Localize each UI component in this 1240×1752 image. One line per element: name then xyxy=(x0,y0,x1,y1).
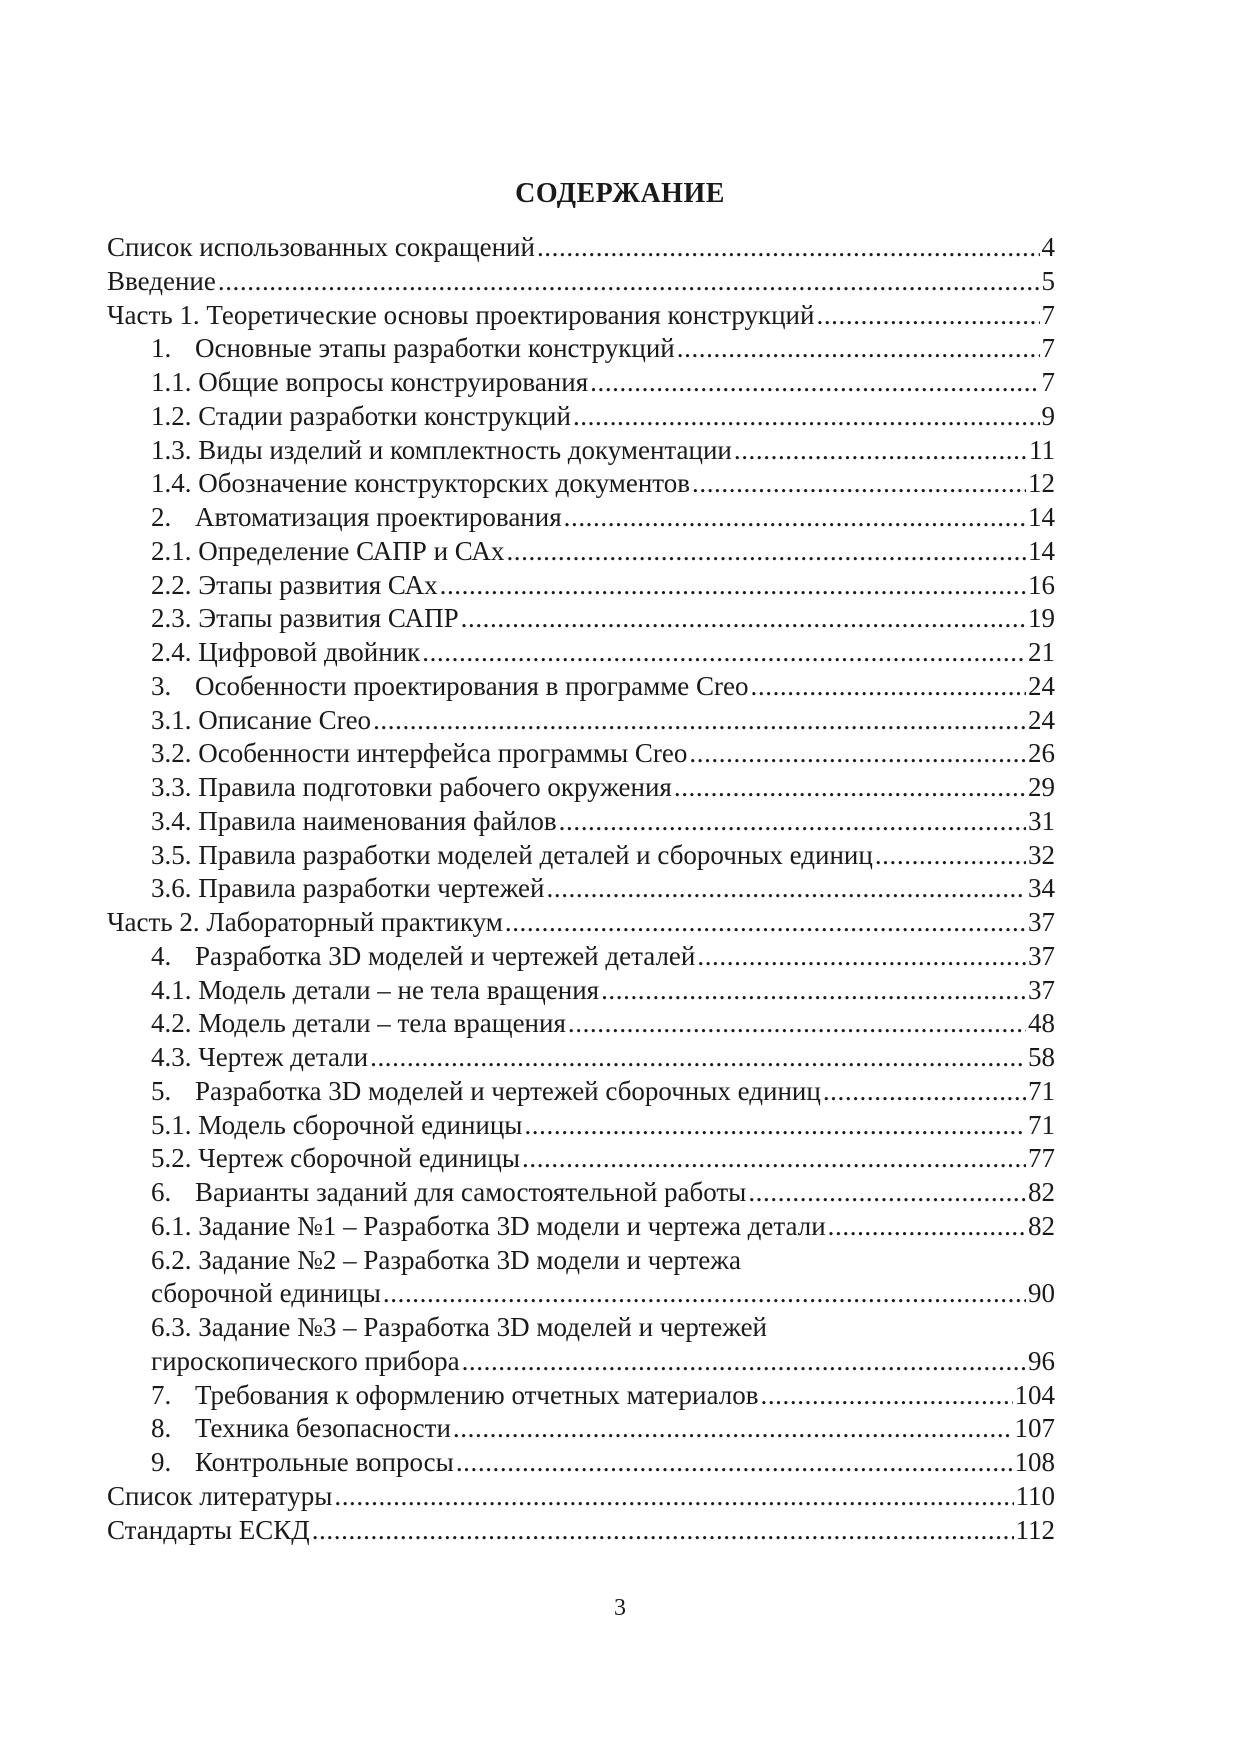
toc-entry xyxy=(107,299,1055,333)
toc-entry xyxy=(107,1007,1055,1041)
toc-dot-leader xyxy=(422,636,1026,670)
toc-entry-page: 21 xyxy=(1028,637,1055,667)
toc-dot-leader xyxy=(823,1075,1026,1109)
toc-entry-title: 1.3. Виды изделий и комплектность документации xyxy=(151,434,732,465)
toc-dot-leader xyxy=(547,872,1027,906)
toc-entry-title: 3.6. Правила разработки чертежей xyxy=(151,873,545,904)
toc-entry xyxy=(107,805,1055,839)
toc-entry-page: 96 xyxy=(1028,1345,1055,1376)
toc-entry-title: Автоматизация проектирования xyxy=(195,502,562,532)
toc-entry xyxy=(107,1446,1055,1480)
toc-entry xyxy=(107,1041,1055,1075)
toc-entry xyxy=(107,400,1055,434)
toc-entry-page: 82 xyxy=(1028,1177,1055,1207)
toc-entry xyxy=(107,1210,1055,1244)
toc-dot-leader xyxy=(373,704,1026,738)
toc-entry xyxy=(107,332,1055,366)
toc-entry-title: Часть 2. Лабораторный практикум xyxy=(107,907,503,937)
toc-entry-continuation xyxy=(107,1345,1055,1379)
toc-entry-title: 6.3. Задание №3 – Разработка 3D моделей и чертежей xyxy=(151,1312,768,1342)
toc-entry-title: 5.2. Чертеж сборочной единицы xyxy=(151,1143,520,1174)
toc-entry xyxy=(107,974,1055,1008)
toc-entry-number: 6. xyxy=(151,1177,172,1207)
toc-entry-page: 24 xyxy=(1028,670,1055,701)
toc-entry-number: 9. xyxy=(151,1447,172,1477)
toc-entry-title: Контрольные вопросы xyxy=(195,1447,454,1477)
toc-entry-title: 4.1. Модель детали – не тела вращения xyxy=(151,974,600,1005)
toc-entry-title: 2.3. Этапы развития САПР xyxy=(151,603,459,634)
toc-dot-leader xyxy=(218,265,1040,299)
toc-entry xyxy=(107,737,1055,771)
toc-entry xyxy=(107,1176,1055,1210)
toc-entry-title: 3.4. Правила наименования файлов xyxy=(151,805,557,836)
toc-entry xyxy=(107,670,1055,704)
toc-entry-page: 14 xyxy=(1028,502,1055,532)
toc-entry-page: 29 xyxy=(1028,772,1055,802)
toc-entry-title: 6.1. Задание №1 – Разработка 3D модели и чертежа детали xyxy=(151,1210,826,1241)
toc-entry-page: 31 xyxy=(1028,805,1055,836)
toc-dot-leader xyxy=(383,1277,1026,1311)
toc-dot-leader xyxy=(462,1345,1026,1379)
toc-dot-leader xyxy=(674,771,1026,805)
toc-entry xyxy=(107,1412,1055,1446)
toc-entry xyxy=(107,1244,1055,1278)
toc-entry-title: Разработка 3D моделей и чертежей деталей xyxy=(195,940,696,971)
toc-entry xyxy=(107,535,1055,569)
toc-dot-leader xyxy=(312,1514,1014,1548)
toc-dot-leader xyxy=(734,434,1027,468)
toc-entry-title: 1.1. Общие вопросы конструирования xyxy=(151,367,589,397)
toc-entry-page: 19 xyxy=(1028,603,1055,634)
toc-entry-title: Разработка 3D моделей и чертежей сборочных единиц xyxy=(195,1075,821,1106)
toc-entry-title: 5.1. Модель сборочной единицы xyxy=(151,1109,523,1140)
toc-entry-title: Техника безопасности xyxy=(195,1413,451,1444)
toc-dot-leader xyxy=(677,332,1040,366)
toc-entry xyxy=(107,1311,1055,1345)
toc-entry-number: 2. xyxy=(151,502,172,532)
toc-entry-page: 9 xyxy=(1041,400,1055,431)
toc-entry xyxy=(107,940,1055,974)
page-title: СОДЕРЖАНИЕ xyxy=(515,178,725,209)
toc-entry xyxy=(107,231,1055,265)
toc-entry-number: 8. xyxy=(151,1413,172,1444)
toc-entry-page: 104 xyxy=(1014,1379,1055,1410)
toc-entry-page: 37 xyxy=(1028,940,1055,971)
toc-entry-title: Часть 1. Теоретические основы проектирования конструкций xyxy=(107,299,815,330)
toc-entry-page: 12 xyxy=(1028,468,1055,499)
toc-entry-number: 1. xyxy=(151,333,172,364)
toc-dot-leader xyxy=(751,670,1026,704)
toc-entry-page: 108 xyxy=(1014,1447,1055,1477)
toc-entry-title: 3.3. Правила подготовки рабочего окружения xyxy=(151,772,672,802)
toc-entry xyxy=(107,1075,1055,1109)
toc-entry-title: 6.2. Задание №2 – Разработка 3D модели и чертежа xyxy=(151,1244,741,1275)
toc-dot-leader xyxy=(522,1142,1026,1176)
toc-entry-page: 110 xyxy=(1015,1480,1055,1511)
toc-dot-leader xyxy=(505,906,1026,940)
toc-entry xyxy=(107,771,1055,805)
toc-entry-number: 7. xyxy=(151,1379,172,1410)
toc-entry-title: гироскопического прибора xyxy=(151,1345,460,1376)
toc-dot-leader xyxy=(440,569,1026,603)
table-of-contents xyxy=(107,231,1055,1547)
toc-entry-page: 16 xyxy=(1028,569,1055,600)
toc-entry-page: 71 xyxy=(1028,1109,1055,1140)
toc-entry-page: 11 xyxy=(1029,434,1055,465)
toc-entry xyxy=(107,366,1055,400)
toc-dot-leader xyxy=(828,1210,1026,1244)
toc-entry-title: 2.4. Цифровой двойник xyxy=(151,637,421,667)
toc-entry-page: 90 xyxy=(1028,1278,1055,1309)
toc-dot-leader xyxy=(692,467,1026,501)
toc-entry-page: 71 xyxy=(1028,1075,1055,1106)
toc-entry-number: 5. xyxy=(151,1075,172,1106)
toc-dot-leader xyxy=(573,400,1040,434)
toc-entry-title: Введение xyxy=(107,265,216,296)
toc-entry-number: 4. xyxy=(151,940,172,971)
toc-entry-title: Особенности проектирования в программе Creo xyxy=(195,670,749,701)
toc-entry-page: 48 xyxy=(1028,1008,1055,1039)
toc-entry-title: 1.4. Обозначение конструкторских документов xyxy=(151,468,690,499)
toc-dot-leader xyxy=(461,602,1026,636)
toc-entry-title: Список литературы xyxy=(107,1480,333,1511)
toc-entry-page: 24 xyxy=(1028,704,1055,735)
toc-entry xyxy=(107,1109,1055,1143)
toc-dot-leader xyxy=(760,1379,1012,1413)
toc-entry-number: 3. xyxy=(151,670,172,701)
toc-dot-leader xyxy=(537,231,1040,265)
toc-entry xyxy=(107,265,1055,299)
toc-entry-continuation xyxy=(107,1277,1055,1311)
toc-dot-leader xyxy=(506,535,1026,569)
toc-dot-leader xyxy=(875,839,1026,873)
toc-dot-leader xyxy=(697,940,1026,974)
toc-dot-leader xyxy=(816,299,1039,333)
toc-entry-page: 77 xyxy=(1028,1143,1055,1174)
toc-entry-title: 4.2. Модель детали – тела вращения xyxy=(151,1008,566,1039)
toc-dot-leader xyxy=(524,1109,1026,1143)
toc-entry-page: 58 xyxy=(1028,1042,1055,1072)
toc-entry-page: 4 xyxy=(1041,232,1055,262)
toc-entry-title: 4.3. Чертеж детали xyxy=(151,1042,369,1072)
toc-entry xyxy=(107,1379,1055,1413)
toc-entry xyxy=(107,569,1055,603)
toc-entry-page: 7 xyxy=(1041,367,1055,397)
toc-entry-page: 32 xyxy=(1028,839,1055,870)
toc-entry-title: Основные этапы разработки конструкций xyxy=(195,333,675,364)
toc-entry xyxy=(107,636,1055,670)
toc-entry-title: Список использованных сокращений xyxy=(107,232,535,262)
toc-entry-page: 107 xyxy=(1014,1413,1055,1444)
toc-entry xyxy=(107,434,1055,468)
toc-entry-title: 3.2. Особенности интерфейса программы Creo xyxy=(151,738,688,769)
toc-dot-leader xyxy=(453,1412,1013,1446)
toc-dot-leader xyxy=(334,1480,1013,1514)
toc-entry xyxy=(107,906,1055,940)
toc-dot-leader xyxy=(689,737,1026,771)
toc-entry xyxy=(107,704,1055,738)
toc-entry xyxy=(107,1142,1055,1176)
toc-dot-leader xyxy=(568,1007,1026,1041)
toc-entry-page: 7 xyxy=(1041,299,1055,330)
toc-entry-title: Требования к оформлению отчетных материалов xyxy=(195,1379,759,1410)
toc-dot-leader xyxy=(370,1041,1026,1075)
toc-entry xyxy=(107,602,1055,636)
toc-entry xyxy=(107,839,1055,873)
toc-entry-page: 82 xyxy=(1028,1210,1055,1241)
toc-dot-leader xyxy=(559,805,1026,839)
toc-entry-page: 26 xyxy=(1028,738,1055,769)
toc-entry-title: 1.2. Стадии разработки конструкций xyxy=(151,400,571,431)
toc-entry-page: 112 xyxy=(1015,1514,1055,1545)
toc-dot-leader xyxy=(590,366,1039,400)
page-number: 3 xyxy=(614,1595,626,1621)
toc-entry-page: 7 xyxy=(1041,333,1055,364)
toc-entry-title: 2.1. Определение САПР и САх xyxy=(151,535,505,566)
toc-entry-page: 14 xyxy=(1028,535,1055,566)
toc-entry-page: 34 xyxy=(1028,873,1055,904)
toc-entry-title: 3.1. Описание Creo xyxy=(151,704,372,735)
toc-entry-title: сборочной единицы xyxy=(151,1278,381,1309)
toc-entry-title: Стандарты ЕСКД xyxy=(107,1514,310,1545)
toc-entry-page: 37 xyxy=(1028,907,1055,937)
toc-dot-leader xyxy=(564,501,1026,535)
toc-entry xyxy=(107,872,1055,906)
toc-entry-title: 3.5. Правила разработки моделей деталей и сборочных единиц xyxy=(151,839,873,870)
toc-entry xyxy=(107,1514,1055,1548)
toc-dot-leader xyxy=(456,1446,1013,1480)
toc-entry-page: 37 xyxy=(1028,974,1055,1005)
toc-entry-page: 5 xyxy=(1041,265,1055,296)
toc-dot-leader xyxy=(601,974,1026,1008)
toc-entry xyxy=(107,1480,1055,1514)
toc-dot-leader xyxy=(748,1176,1026,1210)
toc-entry xyxy=(107,467,1055,501)
toc-entry xyxy=(107,501,1055,535)
toc-entry-title: Варианты заданий для самостоятельной работы xyxy=(195,1177,747,1207)
toc-entry-title: 2.2. Этапы развития САх xyxy=(151,569,438,600)
